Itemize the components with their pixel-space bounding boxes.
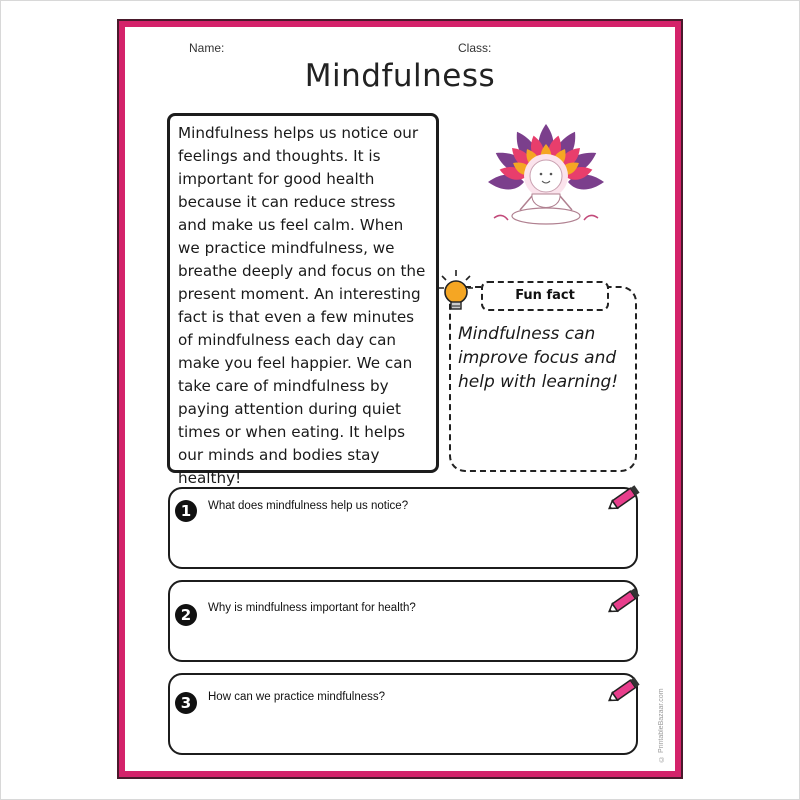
- fun-fact-text: Mindfulness can improve focus and help with learning!: [458, 324, 619, 392]
- mandala-meditation-illustration: [476, 120, 616, 260]
- question-number-1: 1: [180, 502, 192, 520]
- question-number-badge: [174, 691, 198, 715]
- class-label: Class:: [458, 41, 492, 55]
- question-3-text: How can we practice mindfulness?: [208, 691, 386, 703]
- lightbulb-icon: [438, 268, 474, 314]
- question-number-badge: [174, 499, 198, 523]
- reading-passage-text: Mindfulness helps us notice our feelings and thoughts. It is important for good health because it can reduce stress and make us feel calm. When we practice mindfulness, we breathe deeply and focus on the present moment. An interesting fact is that even a few minutes of mindfulness each day can make you feel happier. We can take care of mindfulness by paying attention during quiet times or when eating. It helps our minds and bodies stay healthy!: [178, 124, 426, 487]
- name-label: Name:: [189, 41, 225, 55]
- pencil-icon: [605, 672, 645, 708]
- question-number-2: 2: [180, 606, 192, 624]
- watermark-text: © PrintableBazaar.com: [658, 688, 665, 762]
- question-number-3: 3: [180, 694, 192, 712]
- answer-box-3[interactable]: [168, 673, 638, 755]
- question-number-badge: [174, 603, 198, 627]
- pencil-icon: [605, 583, 645, 619]
- fun-fact-title: Fun fact: [481, 281, 609, 311]
- question-2-text: Why is mindfulness important for health?: [208, 602, 416, 614]
- pencil-icon: [605, 480, 645, 516]
- reading-passage-box: [167, 113, 439, 487]
- page-title: Mindfulness: [304, 58, 496, 94]
- question-1-text: What does mindfulness help us notice?: [208, 500, 409, 512]
- answer-box-2[interactable]: [168, 580, 638, 662]
